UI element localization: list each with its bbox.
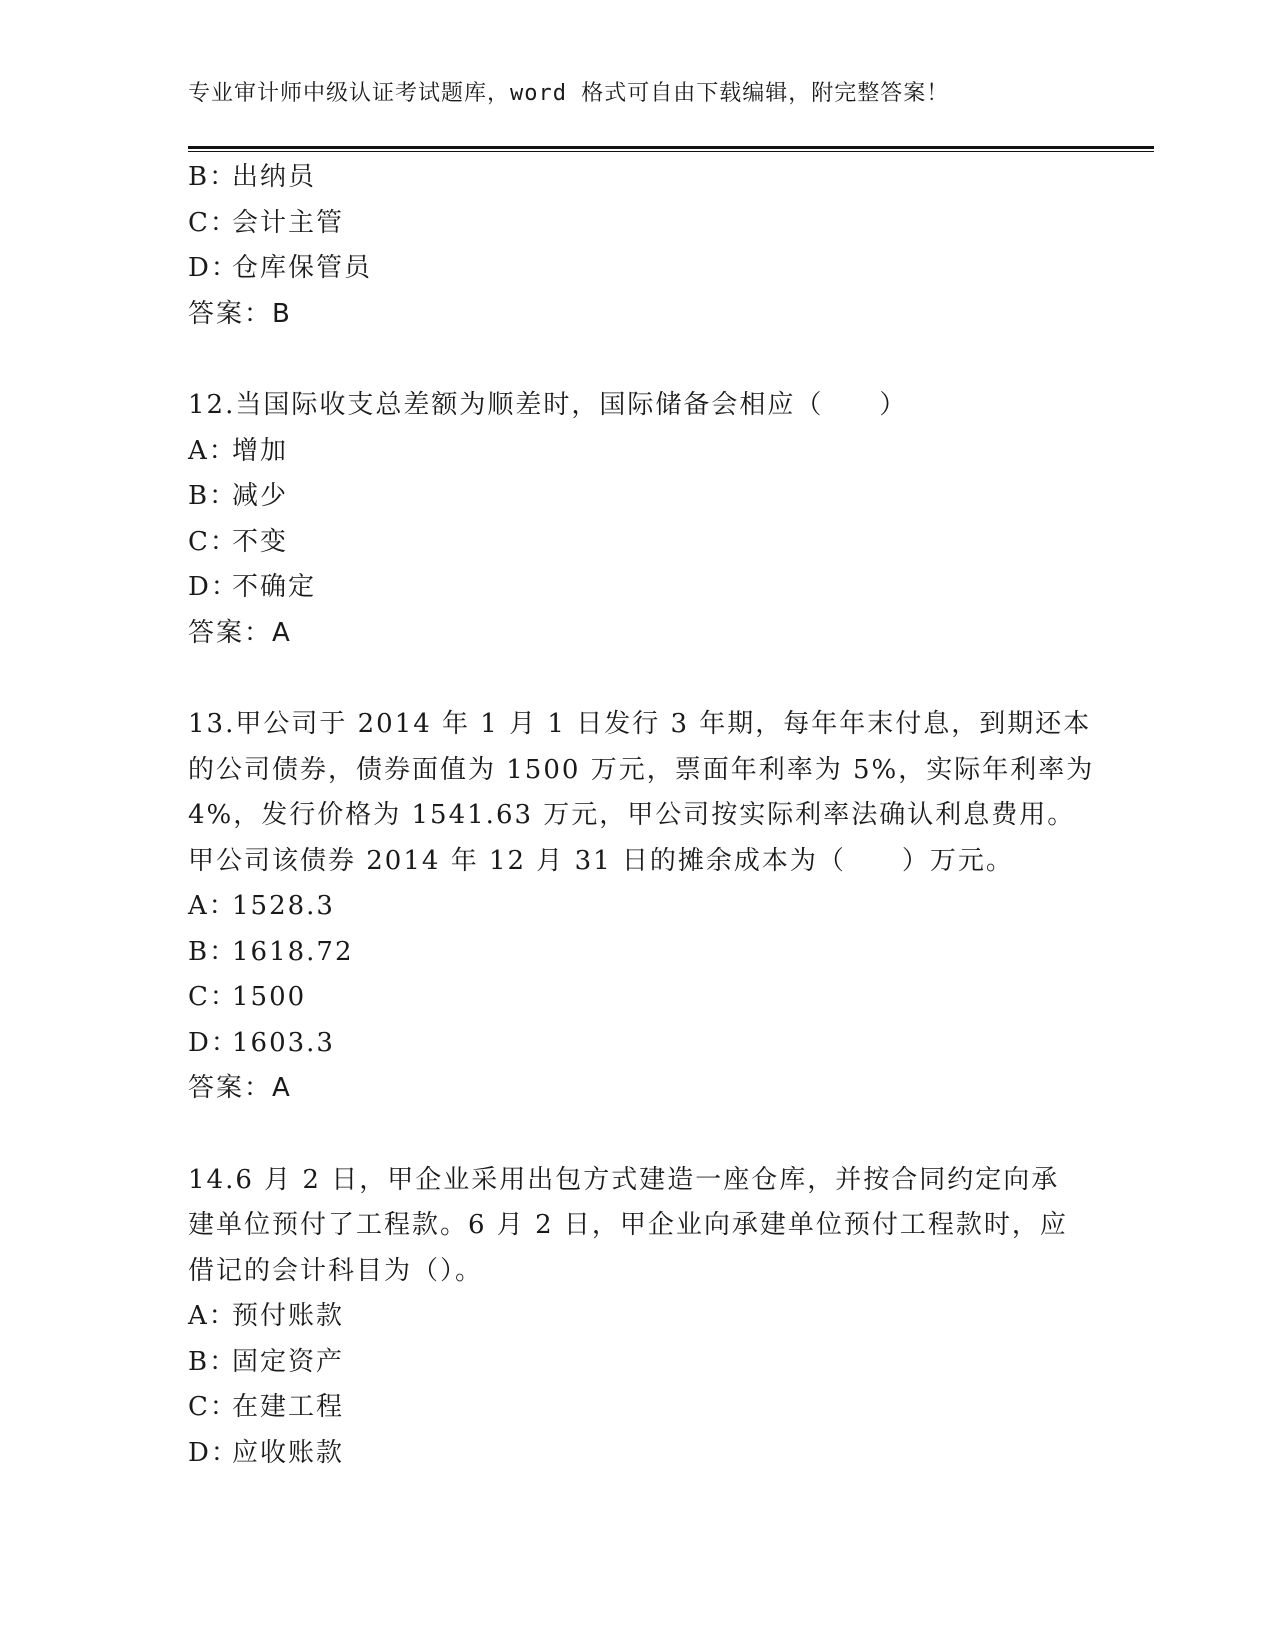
option-d	[188, 246, 1088, 292]
option-text: 不变	[232, 526, 289, 557]
option-letter: D：	[188, 253, 239, 283]
question-stem: 13.甲公司于 2014 年 1 月 1 日发行 3 年期，每年年末付息，到期还本	[188, 709, 1092, 739]
option-letter: B：	[188, 481, 238, 511]
option-text: 应收账款	[232, 1437, 345, 1468]
answer: 答案：A	[188, 617, 292, 648]
option-letter: B：	[188, 936, 238, 967]
option-a	[188, 884, 1088, 930]
option-d	[188, 1431, 1088, 1477]
option-d	[188, 565, 1088, 611]
spacer	[188, 337, 1088, 383]
option-text: 1618.72	[232, 936, 354, 967]
question-12	[188, 383, 1088, 656]
answer: 答案：B	[188, 298, 292, 329]
option-text: 预付账款	[232, 1301, 345, 1331]
option-letter: B：	[188, 162, 238, 192]
option-b	[188, 155, 1088, 201]
page-header: 专业审计师中级认证考试题库，word 格式可自由下载编辑，附完整答案！	[188, 81, 950, 106]
option-d	[188, 1021, 1088, 1067]
option-letter: D：	[188, 1437, 239, 1468]
question-stem: 甲公司该债券 2014 年 12 月 31 日的摊余成本为（ ）万元。	[188, 845, 1014, 876]
option-b	[188, 1340, 1088, 1386]
option-text: 仓库保管员	[232, 253, 373, 283]
spacer	[188, 1112, 1088, 1158]
option-letter: D：	[188, 572, 239, 602]
question-stem: 12.当国际收支总差额为顺差时，国际储备会相应（ ）	[188, 390, 908, 420]
option-letter: A：	[188, 435, 237, 466]
option-letter: C：	[188, 207, 238, 238]
option-a	[188, 1294, 1088, 1340]
option-c	[188, 975, 1088, 1021]
option-text: 增加	[232, 435, 289, 466]
option-c	[188, 520, 1088, 566]
option-text: 1603.3	[232, 1027, 335, 1058]
question-stem: 14.6 月 2 日，甲企业采用出包方式建造一座仓库，并按合同约定向承	[188, 1164, 1060, 1195]
option-letter: C：	[188, 1392, 238, 1422]
option-letter: D：	[188, 1027, 239, 1058]
question-14	[188, 1158, 1088, 1477]
header-rule-thick	[188, 146, 1154, 149]
option-a	[188, 429, 1088, 475]
question-stem: 建单位预付了工程款。6 月 2 日，甲企业向承建单位预付工程款时，应	[188, 1210, 1068, 1240]
option-text: 出纳员	[232, 162, 317, 192]
option-b	[188, 474, 1088, 520]
option-letter: C：	[188, 982, 238, 1012]
option-text: 固定资产	[232, 1346, 345, 1377]
option-text: 不确定	[232, 572, 317, 602]
content	[188, 155, 1095, 1476]
option-text: 1528.3	[232, 891, 335, 921]
option-text: 减少	[232, 481, 289, 511]
option-b	[188, 930, 1088, 976]
option-text: 会计主管	[232, 207, 345, 238]
option-letter: B：	[188, 1346, 238, 1377]
option-c	[188, 201, 1088, 247]
question-11-tail	[188, 155, 1088, 337]
option-c	[188, 1385, 1088, 1431]
option-text: 在建工程	[232, 1392, 345, 1422]
option-letter: A：	[188, 891, 237, 921]
option-letter: A：	[188, 1301, 237, 1331]
header-rule-thin	[188, 151, 1154, 152]
answer: 答案：A	[188, 1073, 292, 1103]
spacer	[188, 656, 1088, 702]
option-letter: C：	[188, 526, 238, 557]
question-stem: 的公司债券，债券面值为 1500 万元，票面年利率为 5%，实际年利率为	[188, 754, 1095, 785]
question-13	[188, 702, 1095, 1112]
question-stem: 4%，发行价格为 1541.63 万元，甲公司按实际利率法确认利息费用。	[188, 800, 1076, 830]
option-text: 1500	[232, 982, 307, 1012]
question-stem: 借记的会计科目为（）。	[188, 1255, 484, 1286]
